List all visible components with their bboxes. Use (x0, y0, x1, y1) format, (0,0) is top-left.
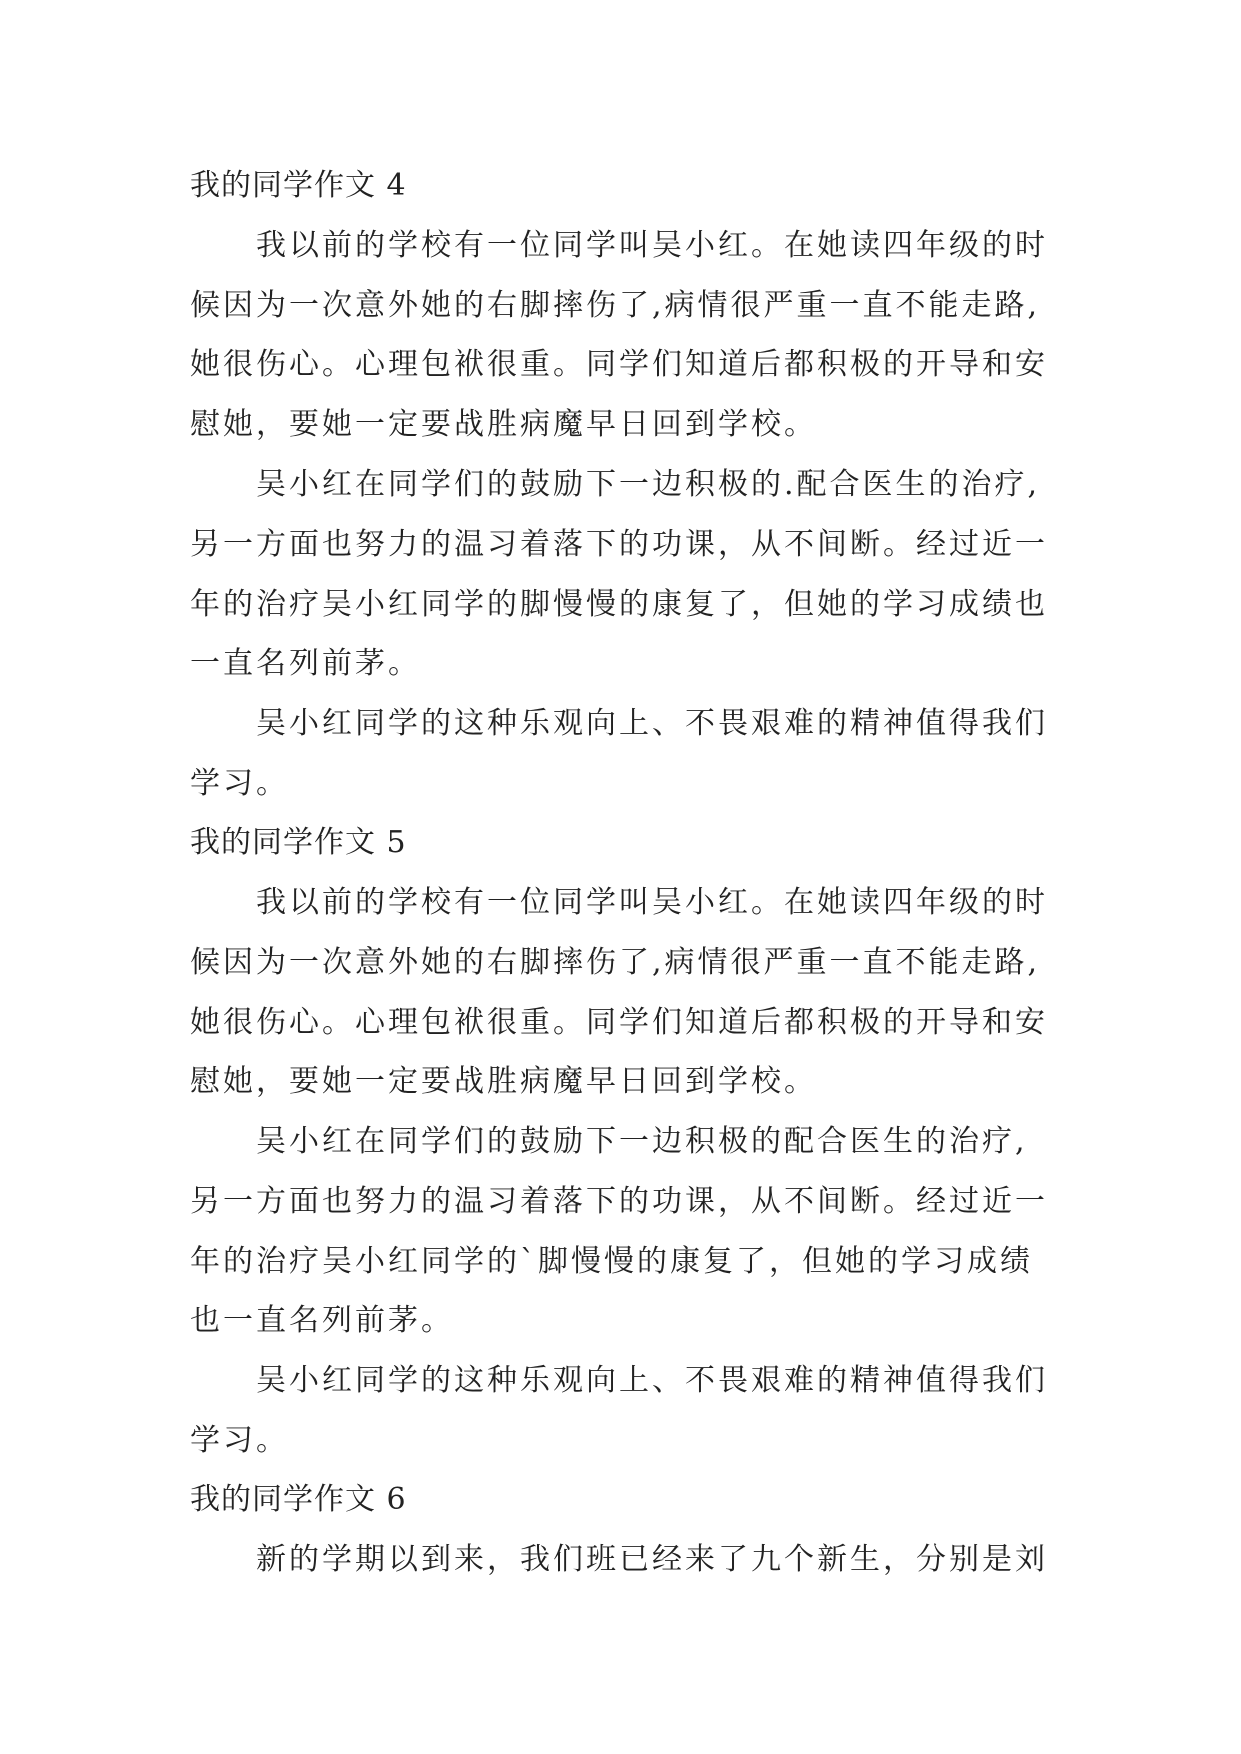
paragraph-line: 吴小红在同学们的鼓励下一边积极的.配合医生的治疗, (256, 467, 1041, 502)
paragraph-line: 新的学期以到来，我们班已经来了九个新生，分别是刘 (256, 1542, 1048, 1577)
paragraph-line: 候因为一次意外她的右脚摔伤了,病情很严重一直不能走路, (190, 288, 1041, 323)
paragraph-line: 她很伤心。心理包袱很重。同学们知道后都积极的开导和安 (190, 1005, 1048, 1040)
paragraph-line: 也一直名列前茅。 (190, 1303, 454, 1338)
paragraph-line: 另一方面也努力的温习着落下的功课，从不间断。经过近一 (190, 1184, 1048, 1219)
paragraph-line: 一直名列前茅。 (190, 646, 421, 681)
paragraph-line: 学习。 (190, 1423, 289, 1458)
paragraph-line: 候因为一次意外她的右脚摔伤了,病情很严重一直不能走路, (190, 945, 1041, 980)
paragraph-line: 吴小红同学的这种乐观向上、不畏艰难的精神值得我们 (256, 706, 1048, 741)
paragraph-line: 年的治疗吴小红同学的脚慢慢的康复了，但她的学习成绩也 (190, 587, 1048, 622)
paragraph-line: 吴小红同学的这种乐观向上、不畏艰难的精神值得我们 (256, 1363, 1048, 1398)
section-heading-4: 我的同学作文 4 (190, 168, 407, 203)
paragraph-line: 年的治疗吴小红同学的`脚慢慢的康复了，但她的学习成绩 (190, 1244, 1033, 1279)
paragraph-line: 另一方面也努力的温习着落下的功课，从不间断。经过近一 (190, 527, 1048, 562)
paragraph-line: 学习。 (190, 766, 289, 801)
paragraph-line: 吴小红在同学们的鼓励下一边积极的配合医生的治疗, (256, 1124, 1028, 1159)
paragraph-line: 她很伤心。心理包袱很重。同学们知道后都积极的开导和安 (190, 347, 1048, 382)
paragraph-line: 我以前的学校有一位同学叫吴小红。在她读四年级的时 (256, 228, 1048, 263)
section-heading-5: 我的同学作文 5 (190, 825, 407, 860)
paragraph-line: 慰她，要她一定要战胜病魔早日回到学校。 (190, 407, 817, 442)
section-heading-6: 我的同学作文 6 (190, 1482, 407, 1517)
paragraph-line: 慰她，要她一定要战胜病魔早日回到学校。 (190, 1064, 817, 1099)
paragraph-line: 我以前的学校有一位同学叫吴小红。在她读四年级的时 (256, 885, 1048, 920)
